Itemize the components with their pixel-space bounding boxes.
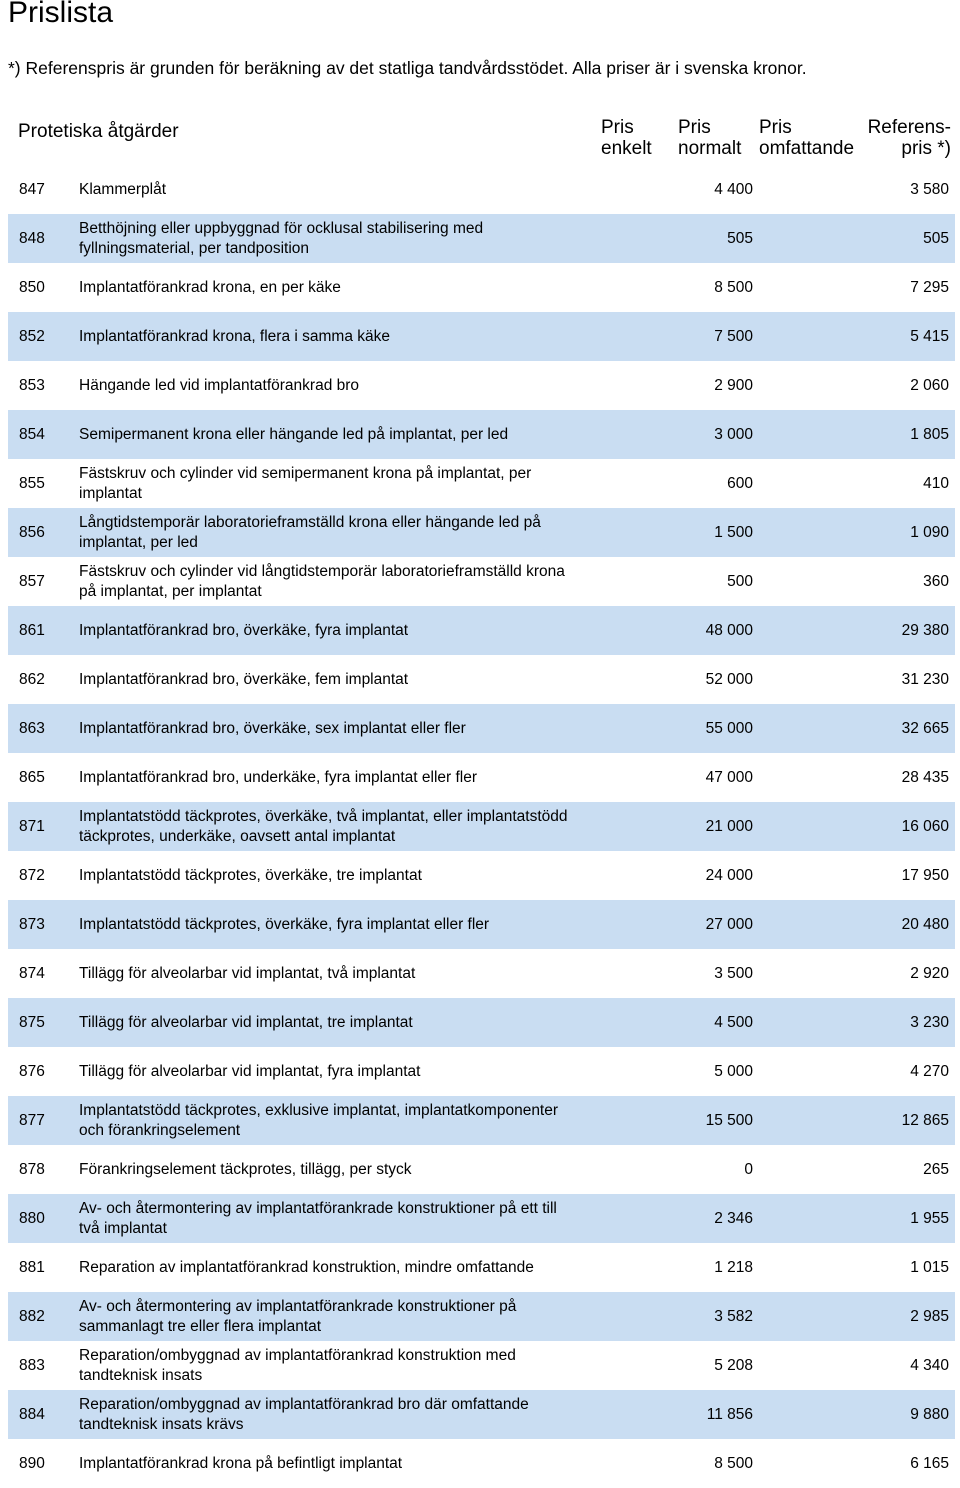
row-referenspris: 16 060 bbox=[901, 817, 949, 835]
row-code: 872 bbox=[19, 866, 45, 884]
row-code: 878 bbox=[19, 1160, 45, 1178]
row-description: Hängande led vid implantatförankrad bro bbox=[79, 376, 360, 394]
row-code: 882 bbox=[19, 1307, 45, 1325]
row-referenspris: 1 955 bbox=[910, 1209, 949, 1227]
table-row bbox=[8, 1341, 955, 1390]
row-description: Implantatstödd täckprotes, exklusive implantat, implantatkomponenter och förankringselement bbox=[79, 1102, 559, 1139]
row-price-normalt: 7 500 bbox=[714, 327, 753, 345]
table-row bbox=[8, 802, 955, 851]
row-referenspris: 265 bbox=[923, 1160, 949, 1178]
row-description: Implantatstödd täckprotes, överkäke, fyra implantat eller fler bbox=[79, 915, 490, 933]
col-header-normalt-line1: Pris bbox=[678, 117, 711, 138]
row-description: Reparation av implantatförankrad konstruktion, mindre omfattande bbox=[79, 1258, 534, 1276]
row-code: 855 bbox=[19, 474, 45, 492]
table-row bbox=[8, 361, 955, 410]
table-row bbox=[8, 900, 955, 949]
col-header-referenspris bbox=[868, 117, 951, 159]
row-description: Implantatförankrad bro, överkäke, fem implantat bbox=[79, 670, 409, 688]
table-row bbox=[8, 1145, 955, 1194]
row-referenspris: 20 480 bbox=[901, 915, 949, 933]
row-referenspris: 1 090 bbox=[910, 523, 949, 541]
table-row bbox=[8, 1096, 955, 1145]
table-row bbox=[8, 704, 955, 753]
col-header-omfattande-line1: Pris bbox=[759, 117, 792, 138]
row-price-normalt: 48 000 bbox=[705, 621, 753, 639]
col-header-omfattande-line2: omfattande bbox=[759, 138, 855, 159]
row-referenspris: 31 230 bbox=[901, 670, 949, 688]
table-row bbox=[8, 410, 955, 459]
row-referenspris: 4 340 bbox=[910, 1356, 949, 1374]
col-header-enkelt-line1: Pris bbox=[601, 117, 634, 138]
row-code: 875 bbox=[19, 1013, 45, 1031]
row-description: Reparation/ombyggnad av implantatförankrad bro där omfattande tandteknisk insats krävs bbox=[79, 1396, 529, 1433]
row-referenspris: 9 880 bbox=[910, 1405, 949, 1423]
col-header-enkelt bbox=[601, 117, 652, 159]
row-price-normalt: 4 400 bbox=[714, 180, 753, 198]
col-header-omfattande bbox=[759, 117, 854, 159]
row-price-normalt: 4 500 bbox=[714, 1013, 753, 1031]
col-header-referenspris-line2: pris *) bbox=[901, 138, 951, 159]
row-description: Av- och återmontering av implantatförankrade konstruktioner på ett till två implantat bbox=[79, 1200, 557, 1237]
row-price-normalt: 3 000 bbox=[714, 425, 753, 443]
row-code: 880 bbox=[19, 1209, 45, 1227]
row-price-normalt: 8 500 bbox=[714, 278, 753, 296]
row-price-normalt: 1 218 bbox=[714, 1258, 753, 1276]
row-code: 874 bbox=[19, 964, 45, 982]
row-description: Betthöjning eller uppbyggnad för ocklusal stabilisering med fyllningsmaterial, per tandposition bbox=[79, 220, 484, 257]
row-referenspris: 4 270 bbox=[910, 1062, 949, 1080]
row-price-normalt: 500 bbox=[727, 572, 753, 590]
row-code: 853 bbox=[19, 376, 45, 394]
row-description: Klammerplåt bbox=[79, 180, 166, 198]
row-description: Implantatförankrad krona på befintligt implantat bbox=[79, 1454, 403, 1472]
row-code: 852 bbox=[19, 327, 45, 345]
row-referenspris: 1 805 bbox=[910, 425, 949, 443]
table-row bbox=[8, 1292, 955, 1341]
row-referenspris: 5 415 bbox=[910, 327, 949, 345]
row-code: 847 bbox=[19, 180, 45, 198]
row-price-normalt: 600 bbox=[727, 474, 753, 492]
row-price-normalt: 27 000 bbox=[705, 915, 753, 933]
col-header-referenspris-line1: Referens- bbox=[867, 117, 951, 138]
row-referenspris: 2 060 bbox=[910, 376, 949, 394]
reference-note: *) Referenspris är grunden för beräkning av det statliga tandvårdsstödet. Alla priser är i svenska kronor. bbox=[8, 58, 807, 78]
section-header: Protetiska åtgärder bbox=[18, 121, 179, 142]
row-description: Implantatstödd täckprotes, överkäke, två implantat, eller implantatstödd täckprotes, underkäke, oavsett antal implantat bbox=[79, 808, 568, 845]
row-description: Implantatstödd täckprotes, överkäke, tre implantat bbox=[79, 866, 422, 884]
row-code: 850 bbox=[19, 278, 45, 296]
row-referenspris: 3 230 bbox=[910, 1013, 949, 1031]
table-row bbox=[8, 165, 955, 214]
col-header-normalt-line2: normalt bbox=[678, 138, 742, 159]
row-price-normalt: 24 000 bbox=[705, 866, 753, 884]
row-referenspris: 2 920 bbox=[910, 964, 949, 982]
table-row bbox=[8, 851, 955, 900]
table-row bbox=[8, 1047, 955, 1096]
table-row bbox=[8, 214, 955, 263]
row-price-normalt: 52 000 bbox=[705, 670, 753, 688]
table-row bbox=[8, 655, 955, 704]
row-description: Implantatförankrad krona, en per käke bbox=[79, 278, 341, 296]
table-row bbox=[8, 949, 955, 998]
row-referenspris: 12 865 bbox=[901, 1111, 949, 1129]
row-price-normalt: 21 000 bbox=[705, 817, 753, 835]
table-row bbox=[8, 606, 955, 655]
row-code: 856 bbox=[19, 523, 45, 541]
page-title: Prislista bbox=[8, 0, 114, 29]
price-table bbox=[8, 165, 955, 1488]
row-code: 854 bbox=[19, 425, 45, 443]
row-description: Implantatförankrad bro, överkäke, fyra implantat bbox=[79, 621, 409, 639]
row-code: 861 bbox=[19, 621, 45, 639]
row-description: Av- och återmontering av implantatförankrade konstruktioner på sammanlagt tre eller flera implantat bbox=[79, 1298, 517, 1335]
col-header-normalt bbox=[678, 117, 741, 159]
table-row bbox=[8, 557, 955, 606]
col-header-enkelt-line2: enkelt bbox=[601, 138, 652, 159]
row-price-normalt: 5 000 bbox=[714, 1062, 753, 1080]
row-referenspris: 7 295 bbox=[910, 278, 949, 296]
table-row bbox=[8, 1439, 955, 1488]
row-description: Fästskruv och cylinder vid långtidstemporär laboratorieframställd krona på implantat, per implantat bbox=[79, 563, 565, 600]
row-code: 884 bbox=[19, 1405, 45, 1423]
row-referenspris: 32 665 bbox=[901, 719, 949, 737]
row-description: Förankringselement täckprotes, tillägg, per styck bbox=[79, 1160, 412, 1178]
row-code: 876 bbox=[19, 1062, 45, 1080]
row-description: Tillägg för alveolarbar vid implantat, tre implantat bbox=[79, 1013, 413, 1031]
row-code: 890 bbox=[19, 1454, 45, 1472]
row-referenspris: 505 bbox=[923, 229, 949, 247]
row-code: 883 bbox=[19, 1356, 45, 1374]
table-row bbox=[8, 753, 955, 802]
row-price-normalt: 15 500 bbox=[705, 1111, 753, 1129]
row-referenspris: 28 435 bbox=[901, 768, 949, 786]
table-row bbox=[8, 459, 955, 508]
row-referenspris: 1 015 bbox=[910, 1258, 949, 1276]
row-referenspris: 6 165 bbox=[910, 1454, 949, 1472]
row-code: 848 bbox=[19, 229, 45, 247]
table-row bbox=[8, 263, 955, 312]
row-price-normalt: 2 346 bbox=[714, 1209, 753, 1227]
row-description: Implantatförankrad bro, underkäke, fyra implantat eller fler bbox=[79, 768, 478, 786]
row-referenspris: 410 bbox=[923, 474, 949, 492]
table-row bbox=[8, 312, 955, 361]
table-row bbox=[8, 508, 955, 557]
row-price-normalt: 8 500 bbox=[714, 1454, 753, 1472]
row-code: 877 bbox=[19, 1111, 45, 1129]
row-description: Implantatförankrad krona, flera i samma käke bbox=[79, 327, 390, 345]
row-description: Tillägg för alveolarbar vid implantat, fyra implantat bbox=[79, 1062, 421, 1080]
row-referenspris: 17 950 bbox=[901, 866, 949, 884]
table-row bbox=[8, 1243, 955, 1292]
row-code: 873 bbox=[19, 915, 45, 933]
table-row bbox=[8, 1194, 955, 1243]
table-row bbox=[8, 1390, 955, 1439]
row-code: 857 bbox=[19, 572, 45, 590]
row-price-normalt: 505 bbox=[727, 229, 753, 247]
table-row bbox=[8, 998, 955, 1047]
row-price-normalt: 2 900 bbox=[714, 376, 753, 394]
row-price-normalt: 11 856 bbox=[706, 1405, 753, 1423]
row-code: 863 bbox=[19, 719, 45, 737]
row-description: Implantatförankrad bro, överkäke, sex implantat eller fler bbox=[79, 719, 466, 737]
row-price-normalt: 5 208 bbox=[714, 1356, 753, 1374]
row-description: Reparation/ombyggnad av implantatförankrad konstruktion med tandteknisk insats bbox=[79, 1347, 516, 1384]
row-code: 865 bbox=[19, 768, 45, 786]
row-referenspris: 360 bbox=[923, 572, 949, 590]
row-price-normalt: 47 000 bbox=[705, 768, 753, 786]
row-code: 881 bbox=[19, 1258, 45, 1276]
row-referenspris: 2 985 bbox=[910, 1307, 949, 1325]
row-price-normalt: 3 500 bbox=[714, 964, 753, 982]
row-code: 862 bbox=[19, 670, 45, 688]
row-price-normalt: 1 500 bbox=[714, 523, 753, 541]
row-description: Semipermanent krona eller hängande led på implantat, per led bbox=[79, 425, 509, 443]
row-description: Långtidstemporär laboratorieframställd krona eller hängande led på implantat, per led bbox=[79, 514, 541, 551]
row-code: 871 bbox=[19, 817, 45, 835]
row-referenspris: 3 580 bbox=[910, 180, 949, 198]
row-price-normalt: 55 000 bbox=[705, 719, 753, 737]
row-price-normalt: 3 582 bbox=[714, 1307, 753, 1325]
row-description: Tillägg för alveolarbar vid implantat, två implantat bbox=[79, 964, 416, 982]
row-price-normalt: 0 bbox=[744, 1160, 753, 1178]
row-referenspris: 29 380 bbox=[901, 621, 949, 639]
row-description: Fästskruv och cylinder vid semipermanent krona på implantat, per implantat bbox=[79, 465, 532, 502]
